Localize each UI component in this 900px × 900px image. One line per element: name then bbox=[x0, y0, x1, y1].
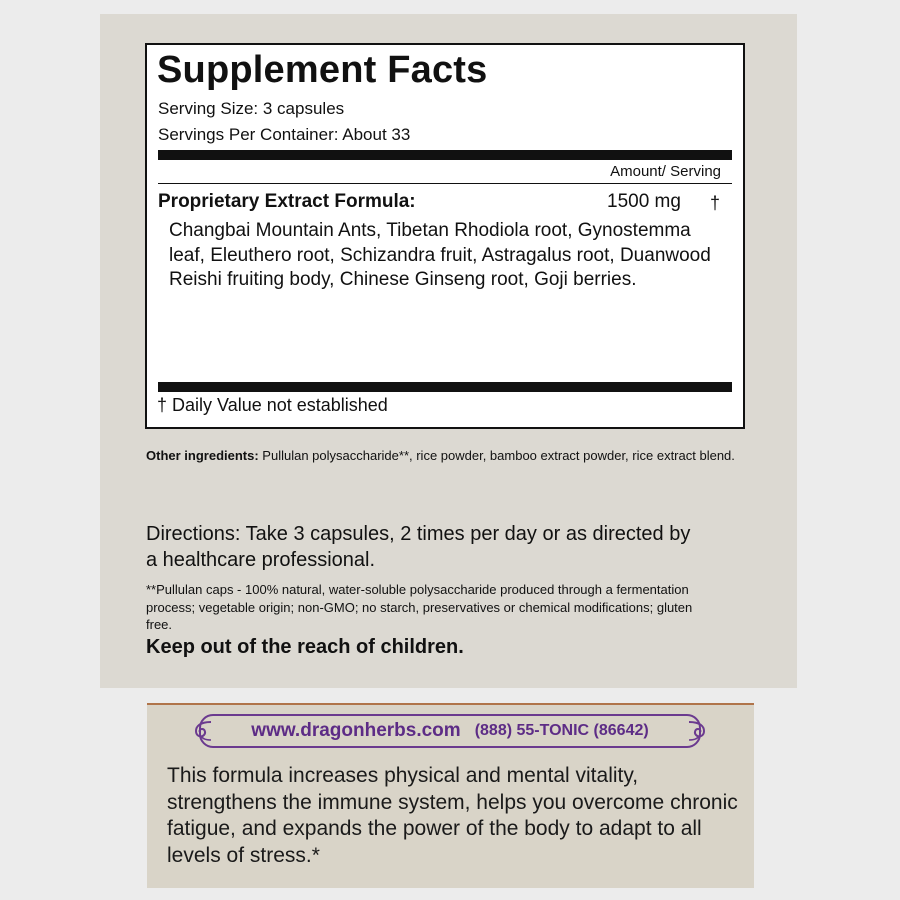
amount-per-serving-header: Amount/ Serving bbox=[610, 163, 721, 180]
other-ingredients-label: Other ingredients: bbox=[146, 448, 259, 463]
phone-number: (888) 55-TONIC (86642) bbox=[474, 722, 649, 739]
dagger-symbol: † bbox=[710, 193, 721, 213]
facts-title: Supplement Facts bbox=[157, 49, 488, 91]
warning-text: Keep out of the reach of children. bbox=[146, 636, 464, 658]
facts-divider-thick bbox=[158, 150, 732, 160]
other-ingredients bbox=[146, 447, 746, 464]
facts-divider-bottom bbox=[158, 382, 732, 392]
website-banner bbox=[199, 714, 701, 748]
formula-amount: 1500 mg bbox=[607, 191, 681, 212]
website-url: www.dragonherbs.com bbox=[251, 720, 461, 741]
scroll-ornament-left-icon bbox=[193, 719, 215, 743]
scroll-ornament-right-icon bbox=[685, 719, 707, 743]
pullulan-note: **Pullulan caps - 100% natural, water-soluble polysaccharide produced through a fermentation process; vegetable origin; non-GMO; no starch, preservatives or chemical modifications; gluten free. bbox=[146, 582, 693, 632]
other-ingredients-text: Pullulan polysaccharide**, rice powder, bamboo extract powder, rice extract blend. bbox=[258, 448, 735, 463]
facts-divider-thin bbox=[158, 183, 732, 184]
label-panel-bottom bbox=[147, 703, 754, 888]
daily-value-note: † Daily Value not established bbox=[157, 395, 388, 415]
formula-name: Proprietary Extract Formula: bbox=[158, 191, 416, 212]
benefit-statement: This formula increases physical and mental vitality, strengthens the immune system, helps you overcome chronic fatigue, and expands the power of the body to adapt to all levels of stress.* bbox=[167, 764, 738, 867]
servings-per-container: Servings Per Container: About 33 bbox=[158, 125, 411, 144]
ingredient-list: Changbai Mountain Ants, Tibetan Rhodiola root, Gynostemma leaf, Eleuthero root, Schizandra fruit, Astragalus root, Duanwood Reishi fruiting body, Chinese Ginseng root, Goji berries. bbox=[169, 220, 711, 290]
serving-size: Serving Size: 3 capsules bbox=[158, 99, 345, 118]
directions: Directions: Take 3 capsules, 2 times per day or as directed by a healthcare professional. bbox=[146, 523, 691, 571]
supplement-facts-box bbox=[145, 43, 745, 429]
